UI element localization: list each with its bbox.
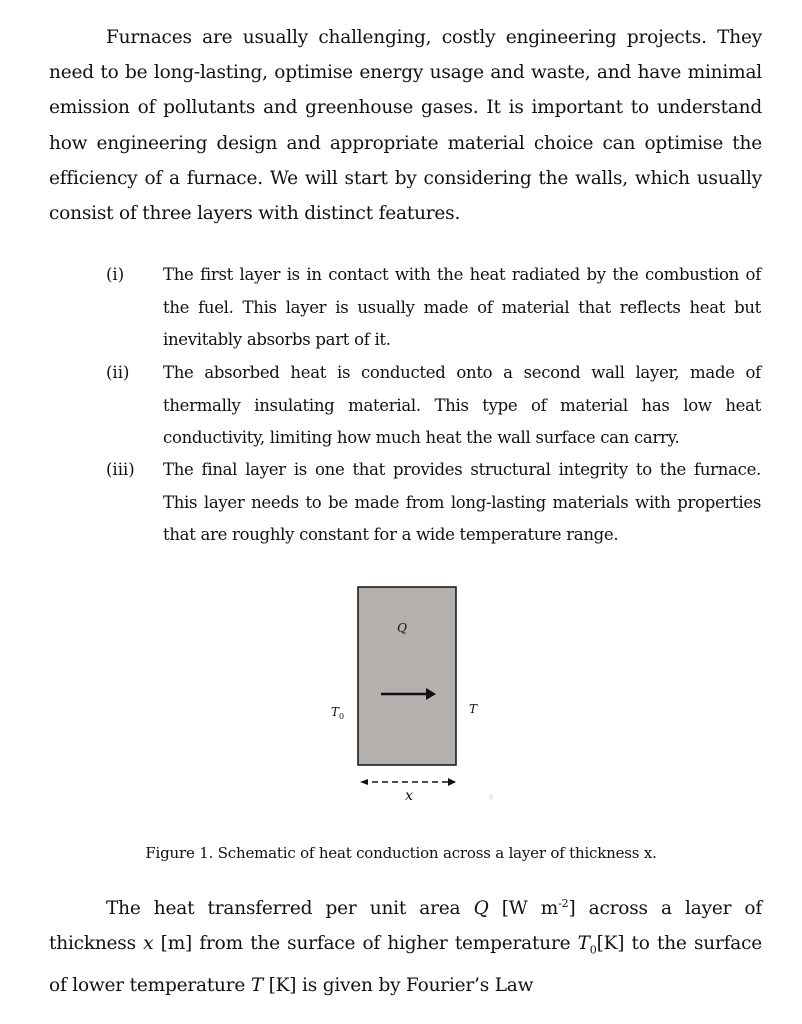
scan-artifact [489,794,493,800]
list-marker: (i) [106,265,125,284]
intro-paragraph: Furnaces are usually challenging, costly engineering projects. They need to be long-lasting, optimise energy usage and waste, and have minimal emission of pollutants and greenhouse gases. It is important to understand how engineering design and appropriate material choice can optimise the efficiency of a furnace. We will start by considering the walls, which usually consist of three layers with distinct features. [49,27,762,225]
list-item-text: The first layer is in contact with the heat radiated by the combustion of the fuel. This layer is usually made of material that reflects heat but inevitably absorbs part of it. [163,265,761,349]
heat-flux-label: Q [397,621,407,635]
figure-caption: Figure 1. Schematic of heat conduction across a layer of thickness x. [145,844,657,862]
list-item-text: The final layer is one that provides structural integrity to the furnace. This layer needs to be made from long-lasting materials with properties that are roughly constant for a wide temperature range. [163,460,761,544]
list-marker: (ii) [106,363,130,382]
thickness-arrow-left-icon [360,779,368,785]
fourier-paragraph: The heat transferred per unit area Q [W $m^{-2}$] across a layer of thickness x [m] from the surface of higher temperature $T_0[K]$ to the surface of lower temperature T [K] is given by Fourier’s Law [49,897,762,997]
outer-temperature-label: T [469,702,478,716]
list-item-text: The absorbed heat is conducted onto a second wall layer, made of thermally insulating material. This type of material has low heat conductivity, limiting how much heat the wall surface can carry. [163,363,761,447]
list-marker: (iii) [106,460,135,479]
inner-temperature-label: $T_0$ [331,705,345,721]
thickness-label: x [405,788,413,804]
wall-layer-block [358,587,456,765]
